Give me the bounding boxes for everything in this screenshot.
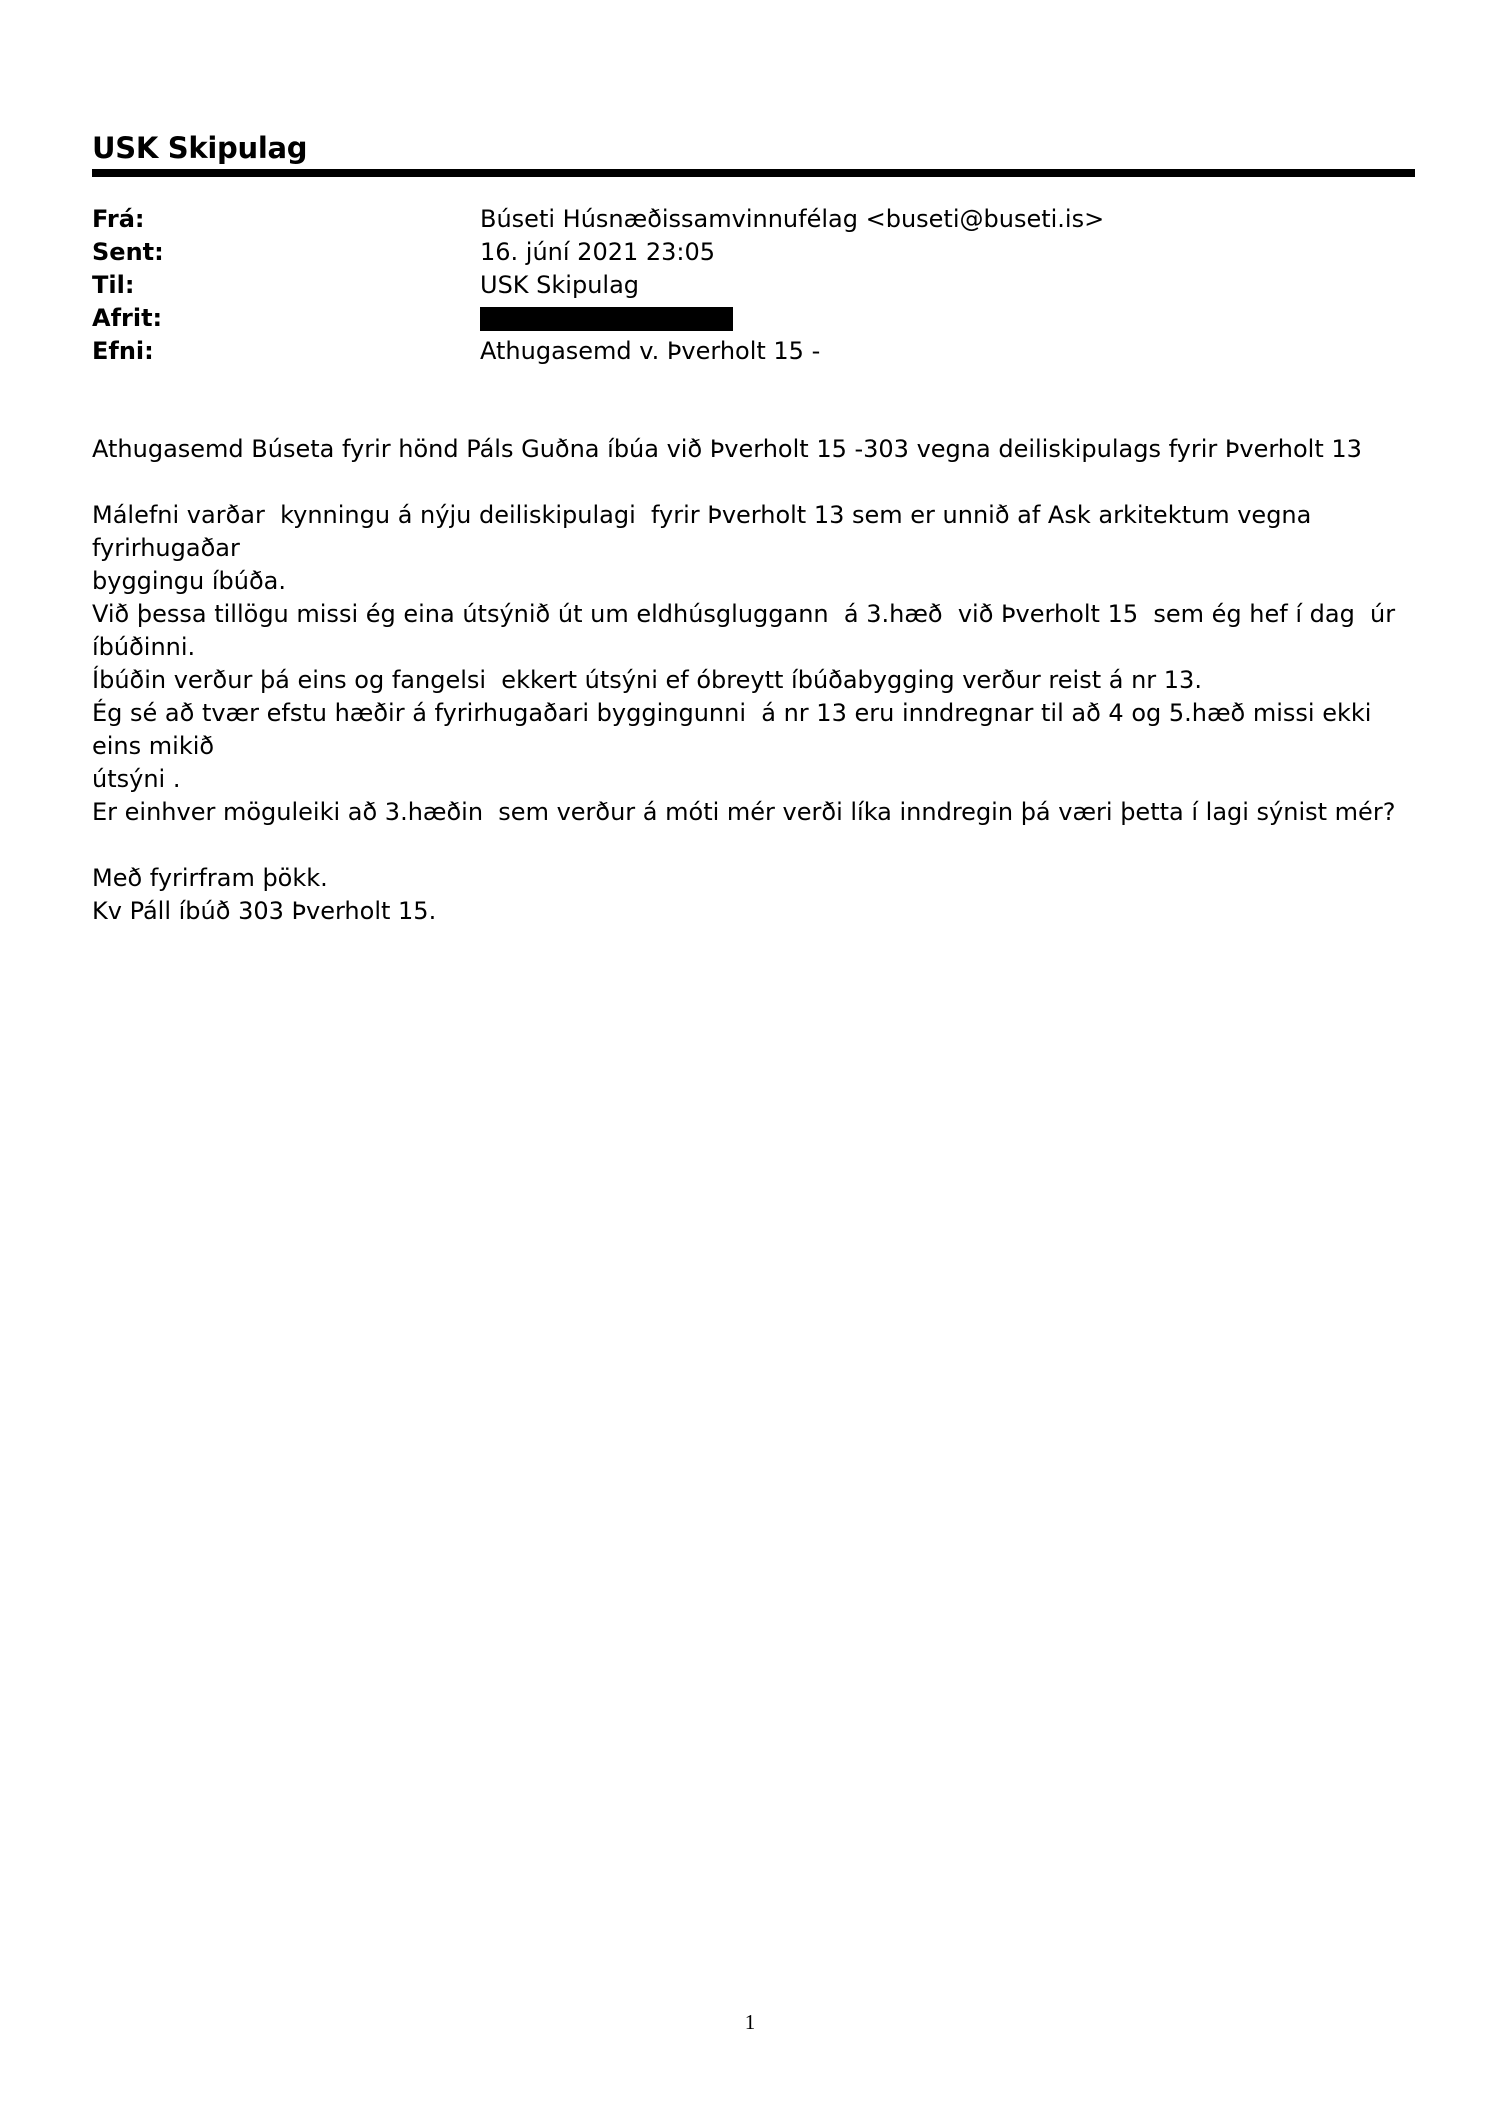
subject-label: Efni: xyxy=(92,337,154,365)
body-line: Ég sé að tvær efstu hæðir á fyrirhugaðari byggingunni á nr 13 eru inndregnar til að 4 og 5.hæð missi ekki eins mikið xyxy=(92,699,1380,760)
closing-paragraph xyxy=(92,862,1422,928)
body-line: Íbúðin verður þá eins og fangelsi ekkert útsýni ef óbreytt íbúðabygging verður reist á nr 13. xyxy=(92,666,1202,694)
from-value: Búseti Húsnæðissamvinnufélag <buseti@buseti.is> xyxy=(480,205,1105,233)
meta-row-from xyxy=(92,203,1415,236)
sent-label: Sent: xyxy=(92,238,164,266)
meta-row-sent xyxy=(92,236,1415,269)
title-divider xyxy=(92,169,1415,177)
body-line: Er einhver möguleiki að 3.hæðin sem verður á móti mér verði líka inndregin þá væri þetta í lagi sýnist mér? xyxy=(92,798,1396,826)
body-line: Við þessa tillögu missi ég eina útsýnið út um eldhúsgluggann á 3.hæð við Þverholt 15 sem ég hef í dag úr íbúðinni. xyxy=(92,600,1403,661)
signature-line: Kv Páll íbúð 303 Þverholt 15. xyxy=(92,897,437,925)
from-label: Frá: xyxy=(92,205,145,233)
meta-row-to xyxy=(92,269,1415,302)
meta-row-subject xyxy=(92,335,1415,368)
cc-label: Afrit: xyxy=(92,304,163,332)
body-line: útsýni . xyxy=(92,765,181,793)
to-label: Til: xyxy=(92,271,135,299)
meta-row-cc xyxy=(92,302,1415,335)
to-value: USK Skipulag xyxy=(480,271,640,299)
cc-value xyxy=(480,302,1415,335)
email-meta xyxy=(92,203,1415,368)
main-paragraph xyxy=(92,499,1422,829)
closing-line: Með fyrirfram þökk. xyxy=(92,864,328,892)
page-number: 1 xyxy=(744,2010,756,2034)
page-title: USK Skipulag xyxy=(92,131,308,165)
email-body xyxy=(92,433,1422,961)
intro-paragraph: Athugasemd Búseta fyrir hönd Páls Guðna íbúa við Þverholt 15 -303 vegna deiliskipulags fyrir Þverholt 13 xyxy=(92,435,1362,463)
subject-value: Athugasemd v. Þverholt 15 - xyxy=(480,337,821,365)
email-header xyxy=(92,130,1415,177)
sent-value: 16. júní 2021 23:05 xyxy=(480,238,716,266)
redaction-bar xyxy=(480,307,733,331)
body-line: byggingu íbúða. xyxy=(92,567,286,595)
body-line: Málefni varðar kynningu á nýju deiliskipulagi fyrir Þverholt 13 sem er unnið af Ask arkitektum vegna fyrirhugaðar xyxy=(92,501,1319,562)
